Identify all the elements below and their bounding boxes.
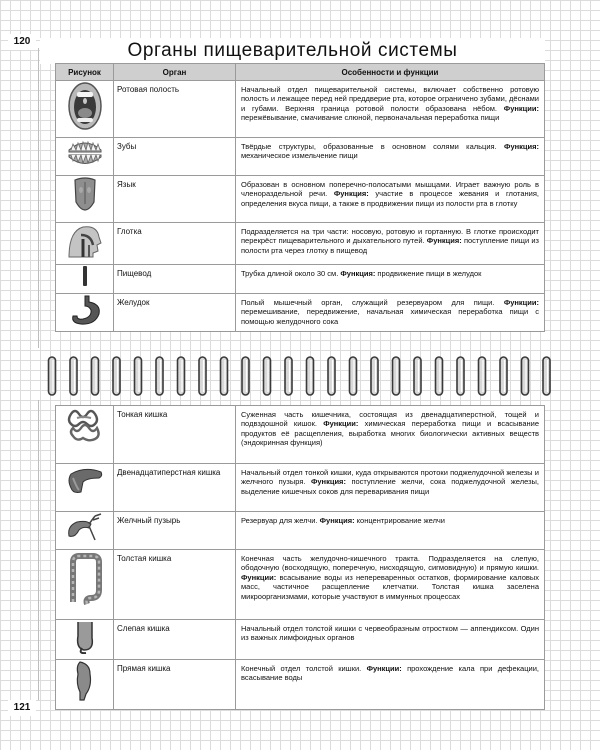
binding-ring bbox=[543, 357, 550, 395]
binding-ring bbox=[135, 357, 142, 395]
picture-cell bbox=[56, 81, 114, 138]
description-text: Подразделяется на три части: носовую, ротовую и гортанную. В глотке происходит перекрёст пищеварительного и дыхательного путей. bbox=[241, 227, 539, 246]
binding-ring bbox=[49, 357, 56, 395]
function-text: продвижение пищи в желудок bbox=[377, 269, 482, 278]
organ-description bbox=[236, 512, 545, 550]
function-text: всасывание воды из непереваренных остатков, формирование каловых масс, частичное расщепление клетчатки. Толстая кишка заселена микроорганизмами, которые участвуют в иммунных процессах bbox=[241, 572, 539, 601]
function-label: Функции: bbox=[241, 572, 277, 582]
table-row-tongue bbox=[56, 176, 545, 223]
tongue-icon bbox=[72, 176, 98, 216]
description-text: Трубка длиной около 30 см. bbox=[241, 269, 339, 278]
description-text: Образован в основном поперечно-полосатыми мышцами. Играет важную роль в членораздельной речи. bbox=[241, 180, 539, 199]
picture-cell bbox=[56, 294, 114, 332]
binding-ring bbox=[371, 357, 378, 395]
binding-ring bbox=[307, 357, 314, 395]
function-label: Функция: bbox=[333, 189, 369, 199]
binding-ring bbox=[113, 357, 120, 395]
binding-ring bbox=[328, 357, 335, 395]
function-text: пережёвывание, смачивание слюной, первоначальная переработка пищи bbox=[241, 113, 500, 123]
binding-ring bbox=[414, 357, 421, 395]
binding-ring bbox=[350, 357, 357, 395]
binding-ring bbox=[285, 357, 292, 395]
description-text: Конечная часть желудочно-кишечного тракта. Подразделяется на слепую, ободочную (восходящую, поперечную, нисходящую, сигмовидную) и прямую кишки. bbox=[241, 554, 539, 573]
organ-description bbox=[236, 138, 545, 176]
table-row-rectum bbox=[56, 660, 545, 710]
description-text: Конечный отдел толстой кишки. bbox=[241, 664, 362, 673]
picture-cell bbox=[56, 660, 114, 710]
binding-ring bbox=[479, 357, 486, 395]
description-text: Твёрдые структуры, образованные в основном солями кальция. bbox=[241, 142, 497, 151]
page-number-top: 120 bbox=[8, 34, 36, 50]
picture-cell bbox=[56, 223, 114, 265]
function-label: Функции: bbox=[323, 419, 359, 429]
table-row-teeth bbox=[56, 138, 545, 176]
header-features: Особенности и функции bbox=[236, 64, 545, 81]
function-label: Функции: bbox=[503, 298, 539, 307]
organ-name: Тонкая кишка bbox=[114, 406, 236, 464]
organ-name: Пищевод bbox=[114, 265, 236, 294]
function-text: концентрирование желчи bbox=[356, 516, 445, 525]
function-label: Функция: bbox=[310, 477, 346, 487]
picture-cell bbox=[56, 464, 114, 512]
table-row-mouth bbox=[56, 81, 545, 138]
table-row-esophagus bbox=[56, 265, 545, 294]
function-label: Функции: bbox=[503, 103, 539, 113]
binding-ring bbox=[436, 357, 443, 395]
picture-cell bbox=[56, 138, 114, 176]
rectum-icon bbox=[70, 660, 100, 702]
description-text: Начальный отдел тонкой кишки, куда открываются протоки поджелудочной железы и желчного пузыря. bbox=[241, 468, 539, 487]
organ-name: Глотка bbox=[114, 223, 236, 265]
function-text: поступление желчи, сока поджелудочной железы, выделение кишечных соков для переваривания пищи bbox=[241, 477, 539, 496]
function-text: участие в процессе жевания и глотания, определения вкуса пищи, а также в продвижении пищи из полости рта в глотку bbox=[241, 189, 539, 208]
table-row-duodenum bbox=[56, 464, 545, 512]
description-text: Резервуар для желчи. bbox=[241, 516, 318, 525]
table-row-large-intestine bbox=[56, 550, 545, 620]
description-text: Суженная часть кишечника, состоящая из двенадцатиперстной, тощей и подвздошной кишок. bbox=[241, 410, 539, 429]
binding-ring bbox=[264, 357, 271, 395]
function-text: механическое измельчение пищи bbox=[241, 151, 358, 161]
picture-cell bbox=[56, 406, 114, 464]
pharynx-icon bbox=[65, 223, 105, 259]
gallbladder-icon bbox=[65, 512, 105, 542]
teeth-icon bbox=[65, 138, 105, 168]
table-row-small-intestine bbox=[56, 406, 545, 464]
binding-ring bbox=[221, 357, 228, 395]
description-text: Начальный отдел пищеварительной системы, включает собственно ротовую полость и лежащее перед ней преддверие рта, которое ограничено зубами, дёснами и губами. Верхняя граница ротовой полости образована нёбом. bbox=[241, 85, 539, 113]
organ-description bbox=[236, 294, 545, 332]
organ-description bbox=[236, 550, 545, 620]
esophagus-icon bbox=[80, 265, 90, 287]
page-margin-line-top bbox=[38, 48, 39, 348]
organ-name: Желчный пузырь bbox=[114, 512, 236, 550]
function-text: химическая переработка пищи и всасывание продуктов её расщепления, выработка многих биологически активных веществ (эндокринная функция) bbox=[241, 419, 539, 448]
binding-ring bbox=[522, 357, 529, 395]
binding-ring bbox=[156, 357, 163, 395]
organ-description bbox=[236, 660, 545, 710]
organ-description bbox=[236, 265, 545, 294]
picture-cell bbox=[56, 512, 114, 550]
table-row-gallbladder bbox=[56, 512, 545, 550]
picture-cell bbox=[56, 176, 114, 223]
description-text: Полый мышечный орган, служащий резервуаром для пищи. bbox=[241, 298, 495, 307]
organ-name: Слепая кишка bbox=[114, 620, 236, 660]
function-text: перемешивание, передвижение, начальная химическая переработка пищи с помощью желудочного сока bbox=[241, 307, 539, 326]
table-row-stomach bbox=[56, 294, 545, 332]
table-row-pharynx bbox=[56, 223, 545, 265]
organs-table-bottom bbox=[55, 405, 545, 710]
organ-description bbox=[236, 176, 545, 223]
organ-name: Двенадцатиперстная кишка bbox=[114, 464, 236, 512]
binding-ring bbox=[92, 357, 99, 395]
binding-ring bbox=[242, 357, 249, 395]
organ-description bbox=[236, 620, 545, 660]
picture-cell bbox=[56, 265, 114, 294]
function-label: Функция: bbox=[319, 516, 355, 525]
organ-name: Прямая кишка bbox=[114, 660, 236, 710]
function-label: Функция: bbox=[504, 142, 539, 151]
table-row-cecum bbox=[56, 620, 545, 660]
header-organ: Орган bbox=[114, 64, 236, 81]
header-picture: Рисунок bbox=[56, 64, 114, 81]
organ-name: Желудок bbox=[114, 294, 236, 332]
binding-ring bbox=[199, 357, 206, 395]
organs-table-top bbox=[55, 63, 545, 332]
cecum-icon bbox=[70, 620, 100, 654]
function-label: Функции: bbox=[366, 664, 402, 673]
binding-ring bbox=[70, 357, 77, 395]
organ-name: Толстая кишка bbox=[114, 550, 236, 620]
picture-cell bbox=[56, 550, 114, 620]
large-intestine-icon bbox=[65, 550, 105, 608]
organ-description bbox=[236, 81, 545, 138]
function-label: Функция: bbox=[340, 269, 376, 278]
organ-description bbox=[236, 223, 545, 265]
binding-ring bbox=[393, 357, 400, 395]
stomach-icon bbox=[67, 294, 103, 326]
binding-ring bbox=[457, 357, 464, 395]
page-number-bottom: 121 bbox=[8, 700, 36, 716]
mouth-icon bbox=[67, 81, 103, 131]
function-text: поступление пищи из полости рта через глотку в пищевод bbox=[241, 236, 539, 255]
function-label: Функция: bbox=[426, 236, 462, 246]
organ-name: Ротовая полость bbox=[114, 81, 236, 138]
binding-ring bbox=[500, 357, 507, 395]
small-intestine-icon bbox=[65, 406, 105, 442]
function-text: прохождение кала при дефекации, всасывание воды bbox=[241, 664, 539, 683]
page-title: Органы пищеварительной системы bbox=[40, 38, 545, 64]
spiral-binding bbox=[40, 354, 560, 398]
duodenum-icon bbox=[65, 464, 105, 494]
binding-ring bbox=[178, 357, 185, 395]
organ-name: Язык bbox=[114, 176, 236, 223]
picture-cell bbox=[56, 620, 114, 660]
organ-description bbox=[236, 464, 545, 512]
organ-description bbox=[236, 406, 545, 464]
organ-name: Зубы bbox=[114, 138, 236, 176]
description-text: Начальный отдел толстой кишки с червеобразным отростком — аппендиксом. Один из важных лимфоидных органов bbox=[241, 624, 539, 643]
page-margin-line-bottom bbox=[38, 400, 39, 700]
